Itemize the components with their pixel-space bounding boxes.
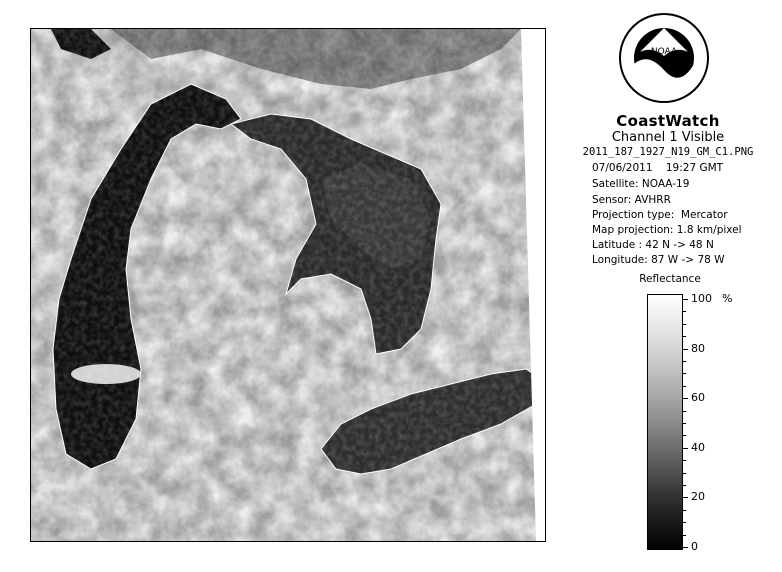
satellite-map[interactable] (30, 28, 546, 542)
colorbar-minor-tick (682, 336, 686, 337)
colorbar-minor-tick (682, 473, 686, 474)
colorbar-tick-label: 40 (691, 440, 705, 454)
colorbar-minor-tick (682, 510, 686, 511)
colorbar-tick-label: 60 (691, 391, 705, 405)
legend-title: Reflectance (639, 273, 701, 285)
colorbar-minor-tick (682, 324, 686, 325)
colorbar-minor-tick (682, 522, 686, 523)
file-name: 2011_187_1927_N19_GM_C1.PNG (582, 146, 754, 158)
colorbar-tick (682, 349, 688, 350)
colorbar-tick-label: 0 (691, 540, 698, 553)
satellite-image (31, 29, 545, 541)
noaa-logo (618, 12, 710, 104)
logo-text: NOAA (650, 47, 678, 57)
colorbar-minor-tick (682, 485, 686, 486)
colorbar-minor-tick (682, 386, 686, 387)
colorbar-tick (682, 497, 688, 498)
colorbar-tick (682, 448, 688, 449)
projection-type: Projection type: Mercator (592, 209, 728, 221)
date-time: 07/06/2011 19:27 GMT (592, 162, 724, 174)
colorbar-minor-tick (682, 373, 686, 374)
colorbar-minor-tick (682, 460, 686, 461)
colorbar-tick (682, 299, 688, 300)
latitude-range: Latitude : 42 N -> 48 N (592, 239, 714, 251)
colorbar-minor-tick (682, 361, 686, 362)
colorbar-tick-label: 80 (691, 341, 705, 355)
colorbar-minor-tick (682, 311, 686, 312)
colorbar-tick (682, 398, 688, 399)
colorbar-minor-tick (682, 411, 686, 412)
colorbar-minor-tick (682, 435, 686, 436)
colorbar-tick (682, 547, 688, 548)
page-title: CoastWatch (616, 112, 720, 130)
reflectance-colorbar (647, 294, 683, 550)
colorbar-minor-tick (682, 535, 686, 536)
longitude-range: Longitude: 87 W -> 78 W (592, 254, 725, 266)
channel-subtitle: Channel 1 Visible (611, 130, 725, 145)
colorbar-minor-tick (682, 423, 686, 424)
colorbar-tick-label: 20 (691, 490, 705, 504)
sensor-label: Sensor: AVHRR (592, 194, 671, 206)
map-projection: Map projection: 1.8 km/pixel (592, 224, 742, 236)
satellite-label: Satellite: NOAA-19 (592, 178, 690, 190)
cloud-texture (31, 29, 545, 541)
legend-unit: % (722, 292, 733, 305)
colorbar-tick-label: 100 (691, 292, 712, 305)
